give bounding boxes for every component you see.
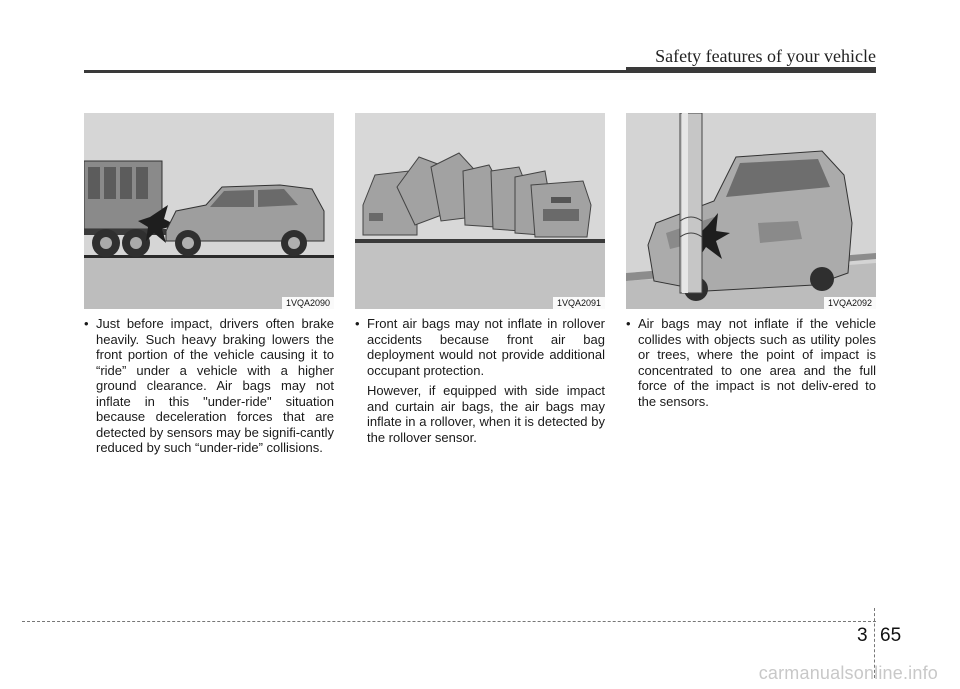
column-pole-collision <box>626 316 876 414</box>
watermark: carmanualsonline.info <box>758 663 938 683</box>
rollover-continuation: However, if equipped with side impact and curtain air bags, the air bags may inflate in a rollover, when it is detected by the rollover sensor. <box>367 383 605 445</box>
figure-pole-collision <box>626 113 876 309</box>
column-rollover <box>355 316 605 450</box>
figure-code: 1VQA2092 <box>824 297 876 309</box>
footer-rule <box>22 621 876 622</box>
rollover-illustration <box>355 113 605 309</box>
figure-code: 1VQA2091 <box>553 297 605 309</box>
column-under-ride <box>84 316 334 461</box>
header-rule-accent <box>626 67 876 73</box>
bullet-pole-collision: • Air bags may not inflate if the vehicle collides with objects such as utility poles or trees, where the point of impact is concentrated to one area and the full force of the impact is not deliv-ered to the sensors. <box>626 316 876 409</box>
page-number: 65 <box>880 625 902 646</box>
figure-rollover <box>355 113 605 309</box>
figure-under-ride <box>84 113 334 309</box>
chapter-number: 3 <box>857 625 868 646</box>
bullet-under-ride: • Just before impact, drivers often brake heavily. Such heavy braking lowers the front portion of the vehicle causing it to “ride” under a vehicle with a higher ground clearance. Air bags may not inflate in this "under-ride" situation because deceleration forces that are detected by sensors may be signifi-cantly reduced by such “under-ride” collisions. <box>84 316 334 456</box>
header-title: Safety features of your vehicle <box>655 46 876 66</box>
figure-code: 1VQA2090 <box>282 297 334 309</box>
bullet-rollover: • Front air bags may not inflate in rollover accidents because front air bag deployment would not provide additional occupant protection. <box>355 316 605 378</box>
under-ride-illustration <box>84 113 334 309</box>
pole-collision-illustration <box>626 113 876 309</box>
